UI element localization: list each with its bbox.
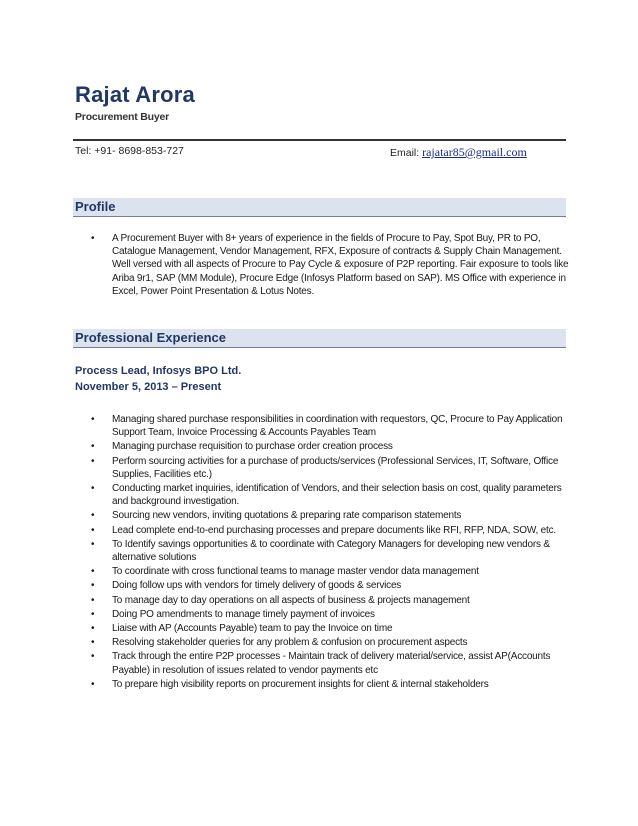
list-item: • Perform sourcing activities for a purchase of products/services (Professional Services, IT, Software, Office Supplies, Facilities etc.) — [90, 455, 570, 481]
list-item: • Doing PO amendments to manage timely payment of invoices — [90, 608, 570, 621]
job-dates: November 5, 2013 – Present — [75, 381, 222, 393]
section-heading-experience — [73, 329, 566, 348]
list-item: • To manage day to day operations on all aspects of business & projects management — [90, 594, 570, 607]
email-line — [390, 145, 527, 160]
list-item: • Sourcing new vendors, inviting quotations & preparing rate comparison statements — [90, 509, 570, 522]
list-item: • Conducting market inquiries, identification of Vendors, and their selection basis on cost, quality parameters and background investigation. — [90, 482, 570, 508]
list-item: • Doing follow ups with vendors for timely delivery of goods & services — [90, 579, 570, 592]
email-link[interactable]: rajatar85@gmail.com — [422, 145, 527, 159]
header-divider — [73, 139, 566, 141]
phone-number: Tel: +91- 8698-853-727 — [75, 145, 184, 157]
list-item: • To prepare high visibility reports on procurement insights for client & internal stakeholders — [90, 678, 570, 691]
experience-list — [90, 413, 570, 692]
list-item: • Managing purchase requisition to purchase order creation process — [90, 440, 570, 453]
list-item: • Track through the entire P2P processes - Maintain track of delivery material/service, assist AP(Accounts Payable) in resolution of issues related to vendor payments etc — [90, 650, 570, 676]
list-item: • Liaise with AP (Accounts Payable) team to pay the Invoice on time — [90, 622, 570, 635]
list-item: • A Procurement Buyer with 8+ years of experience in the fields of Procure to Pay, Spot Buy, PR to PO, Catalogue Management, Vendor Management, RFX, Exposure of contracts & Supply Chain Management. Well versed with all aspects of Procure to Pay Cycle & exposure of P2P reporting. Fair exposure to tools like Ariba 9r1, SAP (MM Module), Procure Edge (Infosys Platform based on SAP). MS Office with experience in Excel, Power Point Presentation & Lotus Notes. — [90, 232, 570, 298]
email-label: Email: — [390, 147, 423, 159]
list-item: • Lead complete end-to-end purchasing processes and prepare documents like RFI, RFP, NDA, SOW, etc. — [90, 524, 570, 537]
candidate-role: Procurement Buyer — [75, 111, 170, 123]
section-heading-profile — [73, 198, 566, 217]
profile-list — [90, 232, 570, 299]
section-title-profile: Profile — [75, 199, 116, 214]
list-item: • To Identify savings opportunities & to coordinate with Category Managers for developing new vendors & alternative solutions — [90, 538, 570, 564]
list-item: • To coordinate with cross functional teams to manage master vendor data management — [90, 565, 570, 578]
list-item: • Managing shared purchase responsibilities in coordination with requestors, QC, Procure to Pay Application Support Team, Invoice Processing & Accounts Payables Team — [90, 413, 570, 439]
candidate-name: Rajat Arora — [75, 82, 195, 107]
job-title: Process Lead, Infosys BPO Ltd. — [75, 365, 242, 377]
section-title-experience: Professional Experience — [75, 330, 227, 345]
list-item: • Resolving stakeholder queries for any problem & confusion on procurement aspects — [90, 636, 570, 649]
